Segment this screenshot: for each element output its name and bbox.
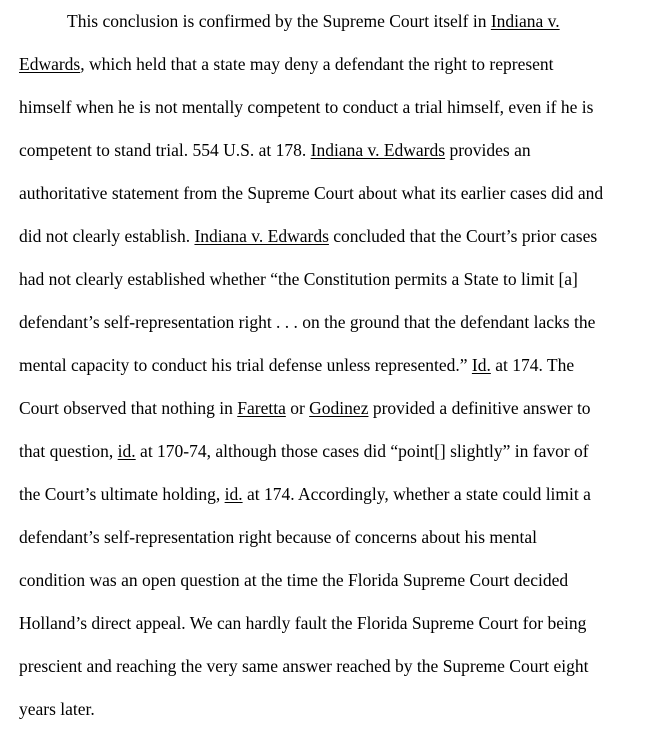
text-run: , which held that a state may deny a defendant the right to represent (80, 54, 554, 74)
text-line (19, 612, 586, 634)
text-line (19, 569, 568, 591)
text-line (19, 655, 589, 677)
text-run: at 170-74, although those cases did “point[] slightly” in favor of (135, 441, 589, 461)
text-line (19, 397, 591, 419)
text-line (19, 440, 589, 462)
text-run: mental capacity to conduct his trial defense unless represented.” (19, 355, 472, 375)
case-citation: Edwards (19, 54, 81, 74)
case-citation: Faretta (237, 398, 286, 418)
text-line (19, 182, 603, 204)
text-run: authoritative statement from the Supreme Court about what its earlier cases did and (19, 183, 604, 203)
text-run: condition was an open question at the time the Florida Supreme Court decided (19, 570, 569, 590)
text-run: prescient and reaching the very same answer reached by the Supreme Court eight (19, 656, 589, 676)
case-citation: Indiana v. Edwards (194, 226, 329, 246)
text-run: concluded that the Court’s prior cases (328, 226, 598, 246)
text-line (19, 311, 595, 333)
text-line (19, 698, 95, 720)
text-line (19, 526, 537, 548)
text-run: provides an (445, 140, 531, 160)
case-citation: Indiana v. (490, 11, 560, 31)
text-line (19, 225, 597, 247)
case-citation: Indiana v. Edwards (310, 140, 446, 160)
text-line (19, 483, 591, 505)
case-citation: id. (224, 484, 243, 504)
text-line (67, 10, 560, 32)
text-run: at 174. Accordingly, whether a state could limit a (242, 484, 591, 504)
text-run: defendant’s self-representation right because of concerns about his mental (19, 527, 538, 547)
case-citation: id. (117, 441, 136, 461)
text-run: did not clearly establish. (19, 226, 195, 246)
text-run: himself when he is not mentally competent to conduct a trial himself, even if he is (19, 97, 594, 117)
text-line (19, 53, 554, 75)
text-run: Court observed that nothing in (19, 398, 238, 418)
text-run: competent to stand trial. 554 U.S. at 178. (19, 140, 311, 160)
text-run: or (285, 398, 310, 418)
text-run: provided a definitive answer to (368, 398, 591, 418)
text-run: years later. (19, 699, 95, 719)
text-run: the Court’s ultimate holding, (19, 484, 225, 504)
text-line (19, 96, 593, 118)
case-citation: Godinez (309, 398, 369, 418)
text-line (19, 139, 531, 161)
text-run: that question, (19, 441, 118, 461)
text-line (19, 268, 578, 290)
text-run: had not clearly established whether “the Constitution permits a State to limit [a] (19, 269, 578, 289)
text-run: Holland’s direct appeal. We can hardly fault the Florida Supreme Court for being (19, 613, 587, 633)
text-run: This conclusion is confirmed by the Supreme Court itself in (67, 11, 491, 31)
text-line (19, 354, 574, 376)
case-citation: Id. (471, 355, 491, 375)
text-run: at 174. The (490, 355, 575, 375)
text-run: defendant’s self-representation right . . . on the ground that the defendant lacks the (19, 312, 596, 332)
